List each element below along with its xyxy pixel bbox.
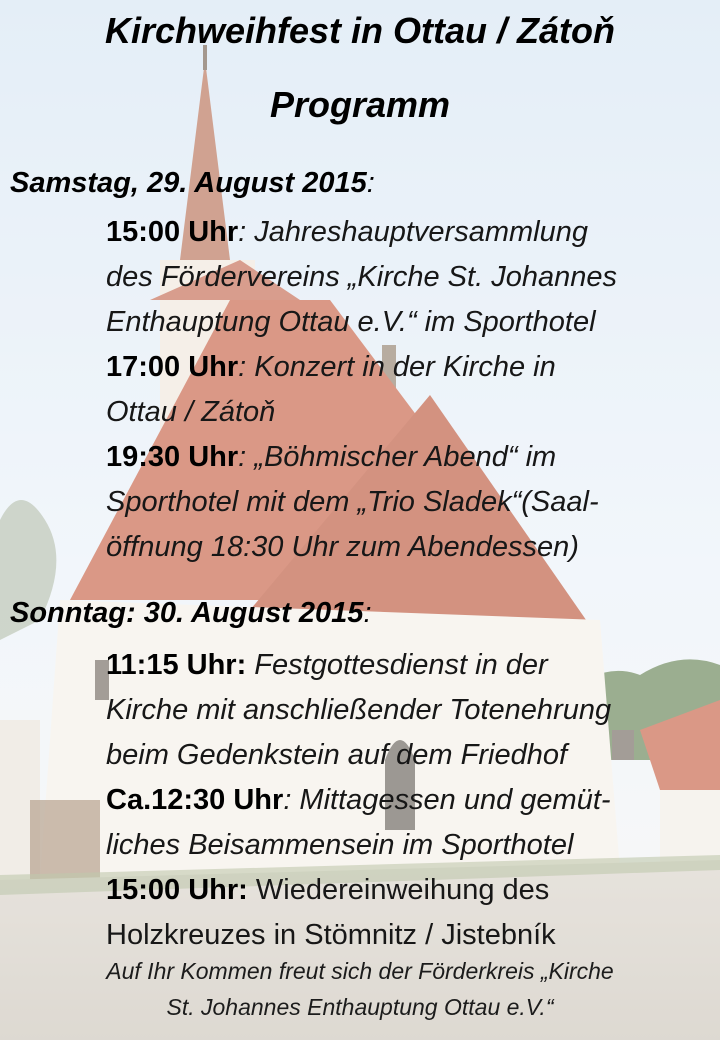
event-time-separator: : [238,351,247,383]
event-time: 15:00 Uhr [106,216,239,248]
sunday-event-1-line-3: beim Gedenkstein auf dem Friedhof [106,739,568,771]
saturday-events [106,210,706,570]
sunday-heading-text: Sonntag: 30. August 2015 [10,597,364,629]
sunday-event-1-line-2: Kirche mit anschließender Totenehrung [106,694,612,726]
saturday-event-1-line-2: des Fördervereins „Kirche St. Johannes [106,261,617,293]
saturday-event-1-line-1 [106,210,706,255]
event-time: 15:00 Uhr: [106,874,248,906]
sunday-heading-colon: : [363,597,372,629]
event-text: Festgottesdienst in der [246,649,548,681]
saturday-event-2-line-1 [106,345,706,390]
footer-line-2: St. Johannes Enthauptung Ottau e.V.“ [166,994,554,1020]
page-subtitle: Programm [269,84,451,125]
saturday-event-1-line-3: Enthauptung Ottau e.V.“ im Sporthotel [106,306,596,338]
saturday-event-2-line-2: Ottau / Zátoň [106,396,276,428]
sunday-event-3-line-1 [106,868,706,913]
sunday-event-2-line-2: liches Beisammensein im Sporthotel [106,829,574,861]
page-title: Kirchweihfest in Ottau / Zátoň [104,10,616,51]
event-text: Konzert in der Kirche in [246,351,556,383]
sunday-events [106,643,706,958]
event-time-separator: : [238,441,247,473]
event-time-separator: : [283,784,292,816]
event-time-separator: : [238,216,247,248]
event-text: Jahreshauptversammlung [246,216,588,248]
event-time: 17:00 Uhr [106,351,239,383]
event-text: Wiedereinweihung des [247,874,550,906]
event-time: Ca.12:30 Uhr [106,784,284,816]
event-time: 19:30 Uhr [106,441,239,473]
event-text: Mittagessen und gemüt- [291,784,611,816]
sunday-event-2-line-1 [106,778,706,823]
saturday-heading [10,167,375,200]
footer-line-1: Auf Ihr Kommen freut sich der Förderkreis „Kirche [106,958,614,984]
event-time: 11:15 Uhr: [106,649,247,681]
event-text: „Böhmischer Abend“ im [246,441,557,473]
saturday-heading-colon: : [366,167,375,199]
sunday-event-3-line-2: Holzkreuzes in Stömnitz / Jistebník [106,919,556,951]
saturday-event-3-line-3: öffnung 18:30 Uhr zum Abendessen) [106,531,579,563]
saturday-event-3-line-1 [106,435,706,480]
saturday-heading-text: Samstag, 29. August 2015 [10,167,367,199]
saturday-event-3-line-2: Sporthotel mit dem „Trio Sladek“(Saal- [106,486,599,518]
sunday-heading [10,597,372,630]
sunday-event-1-line-1 [106,643,706,688]
